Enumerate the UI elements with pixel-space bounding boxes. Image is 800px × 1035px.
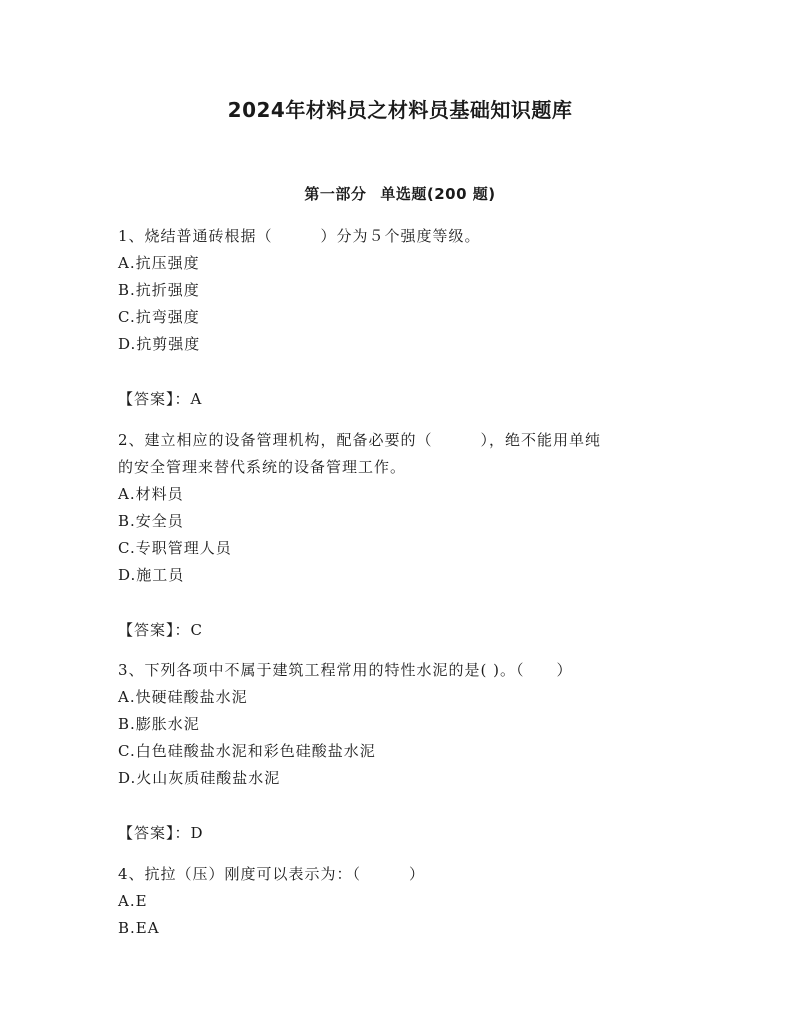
- question-1-stem: 1、烧结普通砖根据（ ）分为５个强度等级。: [118, 227, 481, 245]
- answer-label: 【答案】：: [118, 621, 191, 639]
- question-3-option-b: B.膨胀水泥: [118, 715, 200, 733]
- question-2-answer: [118, 620, 203, 640]
- question-2-option-d: D.施工员: [118, 566, 185, 584]
- question-2-option-c: C.专职管理人员: [118, 539, 232, 557]
- question-3-stem: 3、下列各项中不属于建筑工程常用的特性水泥的是( )。（ ）: [118, 661, 573, 679]
- question-3-option-c: C.白色硅酸盐水泥和彩色硅酸盐水泥: [118, 742, 376, 760]
- question-2-option-b: B.安全员: [118, 512, 184, 530]
- question-3-answer: [118, 823, 204, 843]
- answer-label: 【答案】：: [118, 824, 191, 842]
- question-3-option-a: A.快硬硅酸盐水泥: [118, 688, 248, 706]
- answer-value: A: [190, 390, 203, 408]
- question-4-option-a: A.E: [118, 892, 148, 910]
- question-1-answer: [118, 389, 202, 409]
- document-title: 2024年材料员之材料员基础知识题库: [227, 98, 573, 122]
- question-1-option-c: C.抗弯强度: [118, 308, 200, 326]
- question-1-option-d: D.抗剪强度: [118, 335, 201, 353]
- question-2-option-a: A.材料员: [118, 485, 184, 503]
- section-subtitle: 单选题(200 题): [380, 185, 496, 203]
- question-2-stem-line-1: 2、建立相应的设备管理机构，配备必要的（ ），绝不能用单纯: [118, 431, 602, 449]
- question-2-stem-line-2: 的安全管理来替代系统的设备管理工作。: [118, 458, 407, 476]
- question-4-option-b: B.EA: [118, 919, 160, 937]
- answer-value: D: [190, 824, 204, 842]
- section-heading: [0, 183, 800, 204]
- question-1-option-a: A.抗压强度: [118, 254, 200, 272]
- section-name: 第一部分: [304, 185, 367, 203]
- question-1-option-b: B.抗折强度: [118, 281, 200, 299]
- question-4-stem: 4、抗拉（压）刚度可以表示为：（ ）: [118, 865, 426, 883]
- answer-value: C: [190, 621, 203, 639]
- question-3-option-d: D.火山灰质硅酸盐水泥: [118, 769, 281, 787]
- answer-label: 【答案】：: [118, 390, 191, 408]
